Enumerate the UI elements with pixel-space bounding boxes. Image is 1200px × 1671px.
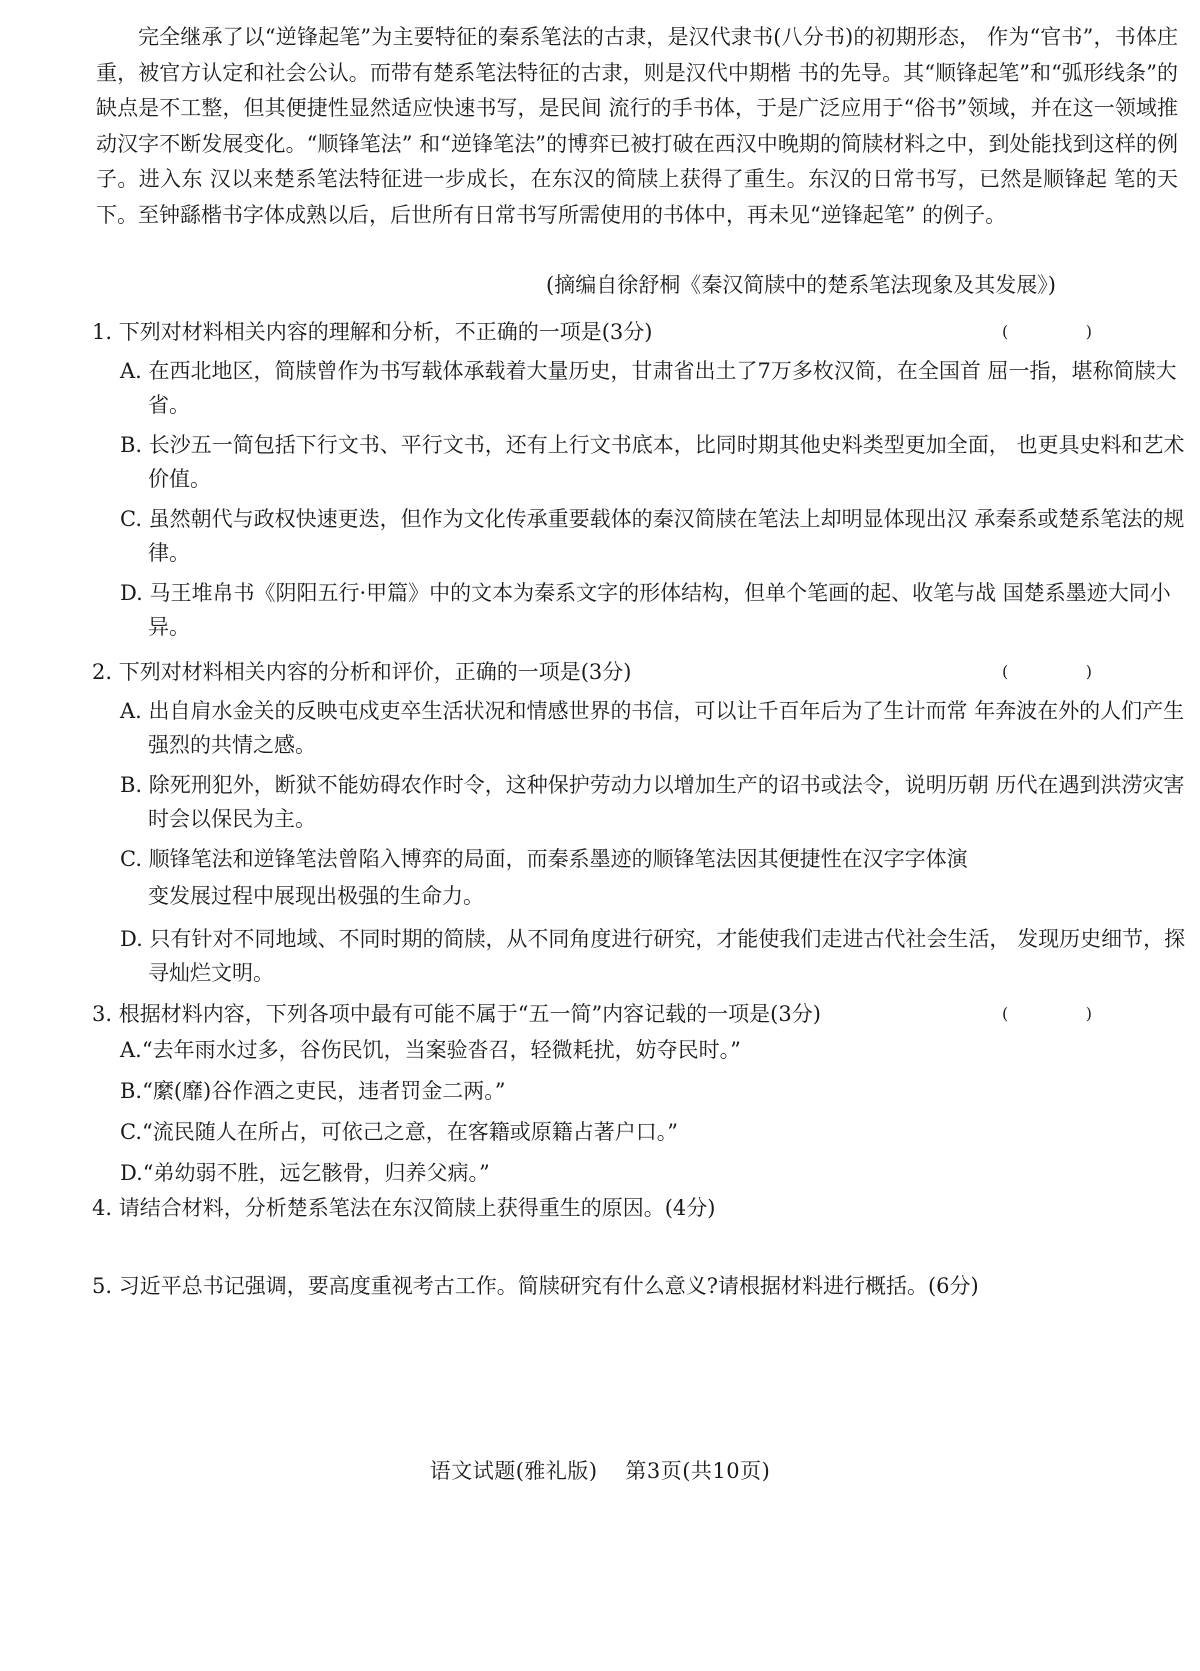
answer-blank[interactable]: ( )	[1002, 322, 1092, 341]
option-a: A. 在西北地区，简牍曾作为书写载体承载着大量历史，甘肃省出土了7万多枚汉简，在全国首 屈一指，堪称简牍大省。	[120, 359, 1177, 417]
question-1	[92, 314, 1185, 650]
option-b: B.“縻(靡)谷作酒之吏民，违者罚金二两。”	[120, 1079, 506, 1103]
question-4-stem: 4. 请结合材料，分析楚系笔法在东汉简牍上获得重生的原因。(4分)	[92, 1196, 716, 1220]
option-c: C.“流民随人在所占，可依己之意，在客籍或原籍占著户口。”	[120, 1120, 678, 1144]
question-stem	[92, 996, 1182, 1032]
option-d: D. 马王堆帛书《阴阳五行·甲篇》中的文本为秦系文字的形体结构，但单个笔画的起、收笔与战 国楚系墨迹大同小异。	[120, 581, 1171, 639]
question-3-stem: 3. 根据材料内容，下列各项中最有可能不属于“五一简”内容记载的一项是(3分)	[92, 1002, 821, 1026]
option-c-continued: 变发展过程中展现出极强的生命力。	[148, 884, 484, 908]
question-2	[92, 654, 1186, 996]
option-c: C. 顺锋笔法和逆锋笔法曾陷入博弈的局面，而秦系墨迹的顺锋笔法因其便捷性在汉字字体演	[120, 847, 968, 871]
option-a: A.“去年雨水过多，谷伤民饥，当案验沓召，轻微耗扰，妨夺民时。”	[120, 1038, 741, 1062]
option-c: C. 虽然朝代与政权快速更迭，但作为文化传承重要载体的秦汉简牍在笔法上却明显体现出汉 承秦系或楚系笔法的规律。	[120, 507, 1185, 565]
question-stem	[92, 654, 1182, 690]
option-d: D.“弟幼弱不胜，远乞骸骨，归养父病。”	[120, 1161, 490, 1185]
reading-passage	[96, 20, 1178, 233]
page-number: 第3页(共10页)	[625, 1459, 771, 1483]
option-b: B. 长沙五一简包括下行文书、平行文书，还有上行文书底本，比同时期其他史料类型更加全面， 也更具史料和艺术价值。	[120, 433, 1185, 491]
option-b: B. 除死刑犯外，断狱不能妨碍农作时令，这种保护劳动力以增加生产的诏书或法令，说明历朝 历代在遇到洪涝灾害时会以保民为主。	[120, 773, 1185, 831]
answer-blank[interactable]: ( )	[1002, 662, 1092, 681]
question-2-stem: 2. 下列对材料相关内容的分析和评价，正确的一项是(3分)	[92, 660, 632, 684]
question-5-stem: 5. 习近平总书记强调，要高度重视考古工作。简牍研究有什么意义?请根据材料进行概括。(6分)	[92, 1274, 979, 1298]
question-4	[92, 1190, 1182, 1226]
question-3	[92, 996, 1182, 1196]
page-footer	[0, 1455, 1200, 1485]
exam-title: 语文试题(雅礼版)	[429, 1459, 598, 1483]
question-5	[92, 1268, 1182, 1304]
option-d: D. 只有针对不同地域、不同时期的简牍，从不同角度进行研究，才能使我们走进古代社会生活， 发现历史细节，探寻灿烂文明。	[120, 927, 1186, 985]
passage-paragraph: 完全继承了以“逆锋起笔”为主要特征的秦系笔法的古隶，是汉代隶书(八分书)的初期形态， 作为“官书”，书体庄重，被官方认定和社会公认。而带有楚系笔法特征的古隶，则是汉代中期楷 书的先导。其“顺锋起笔”和“弧形线条”的缺点是不工整，但其便捷性显然适应快速书写，是民间 流行的手书体，于是广泛应用于“俗书”领域，并在这一领域推动汉字不断发展变化。“顺锋笔法” 和“逆锋笔法”的博弈已被打破在西汉中晚期的简牍材料之中，到处能找到这样的例子。进入东 汉以来楚系笔法特征进一步成长，在东汉的简牍上获得了重生。东汉的日常书写，已然是顺锋起 笔的天下。至钟繇楷书字体成熟以后，后世所有日常书写所需使用的书体中，再未见“逆锋起笔” 的例子。	[96, 25, 1178, 227]
question-stem	[92, 314, 1182, 350]
option-a: A. 出自肩水金关的反映屯戍吏卒生活状况和情感世界的书信，可以让千百年后为了生计而常 年奔波在外的人们产生强烈的共情之感。	[120, 699, 1185, 757]
question-1-stem: 1. 下列对材料相关内容的理解和分析，不正确的一项是(3分)	[92, 320, 653, 344]
answer-blank[interactable]: ( )	[1002, 1004, 1092, 1023]
passage-source: (摘编自徐舒桐《秦汉简牍中的楚系笔法现象及其发展》)	[546, 273, 1056, 297]
